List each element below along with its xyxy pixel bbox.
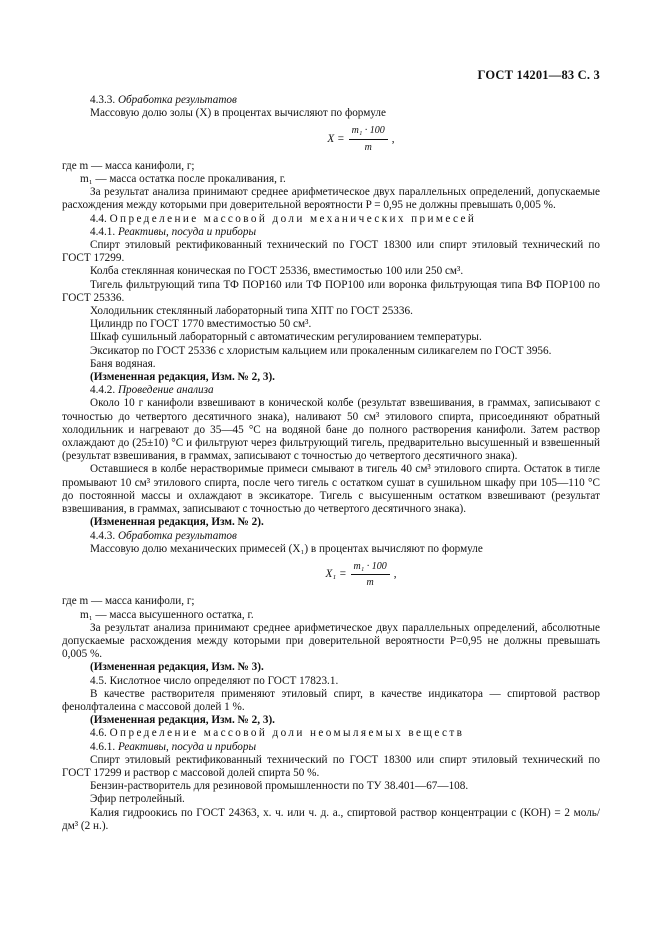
formula-lhs: X = [327, 132, 345, 145]
section-4-4-3-heading [62, 530, 600, 543]
formula-denominator: m [364, 141, 372, 153]
where-line: m₁ — масса остатка после прокаливания, г. [80, 173, 286, 186]
section-title: Реактивы, посуда и приборы [117, 740, 257, 753]
section-number: 4.4.1. [90, 225, 116, 238]
list-item: Шкаф сушильный лабораторный с автоматическим регулированием температуры. [90, 331, 482, 344]
formula-numerator: m₁ · 100 [351, 560, 390, 575]
paragraph: Около 10 г канифоли взвешивают в конической колбе (результат взвешивания, в граммах, записывают с точностью до четвертого десятичного знака), наливают 50 см³ этилового спирта, присоединяют обратный холодильник и нагревают до 35—45 °С на водяной бане до полного растворения канифоли. Затем раствор охлаждают до (25±10) °С и фильтруют через фильтрующий тигель, предварительно высушенный и взвешенный (результат взвешивания, в граммах, записывают с точностью до четвертого десятичного знака). [62, 397, 600, 463]
paragraph: 4.5. Кислотное число определяют по ГОСТ 17823.1. [90, 674, 339, 687]
list-item: Спирт этиловый ректификованный технический по ГОСТ 18300 или спирт этиловый технический по ГОСТ 17299. [62, 239, 600, 265]
section-title: Проведение анализа [117, 384, 214, 397]
list-item: Баня водяная. [90, 357, 156, 370]
where-line: где m — масса канифоли, г; [62, 159, 195, 172]
section-4-4-heading [62, 213, 600, 226]
list-item: Цилиндр по ГОСТ 1770 вместимостью 50 см³. [90, 318, 312, 331]
section-title: Обработка результатов [117, 529, 237, 542]
paragraph: За результат анализа принимают среднее арифметическое двух параллельных определений, абсолютные допускаемые расхождения между которыми при доверительной вероятности P=0,95 не должны превышать 0,005 %. [62, 621, 600, 661]
paragraph: Массовую долю золы (X) в процентах вычисляют по формуле [90, 107, 386, 120]
where-line: m₁ — масса высушенного остатка, г. [80, 608, 254, 621]
section-title: Определение массовой доли неомыляемых веществ [109, 727, 465, 740]
document-body [62, 94, 600, 833]
formula-lhs: X₁ = [325, 568, 347, 580]
list-item: Калия гидроокись по ГОСТ 24363, х. ч. или ч. д. а., спиртовой раствор концентрации с (КОН) = 2 моль/дм³ (2 н.). [62, 806, 600, 832]
formula-numerator: m₁ · 100 [349, 124, 388, 139]
paragraph: Оставшиеся в колбе нерастворимые примеси смывают в тигель 40 см³ этилового спирта. Остаток в тигле промывают 10 см³ этилового спирта, после чего тигель с остатком сушат в сушильном шкафу при 105—110 °С до постоянной массы и охлаждают в эксикаторе. Тигель с высушенным остатком взвешивают (результат взвешивания, в граммах, записывают с точностью до четвертого десятичного знака). [62, 463, 600, 516]
section-number: 4.4. [90, 212, 107, 225]
paragraph: Массовую долю механических примесей (X₁) в процентах вычисляют по формуле [90, 542, 483, 555]
list-item: Колба стеклянная коническая по ГОСТ 25336, вместимостью 100 или 250 см³. [90, 265, 464, 278]
paragraph: За результат анализа принимают среднее арифметическое двух параллельных определений, допускаемые расхождения между которыми при доверительной вероятности P = 0,95 не должны превышать 0,005 %. [62, 186, 600, 212]
section-title: Обработка результатов [117, 94, 237, 106]
edition-note: (Измененная редакция, Изм. № 3). [90, 661, 264, 674]
section-4-6-heading [62, 727, 600, 740]
section-number: 4.4.2. [90, 384, 116, 397]
list-item: Бензин-растворитель для резиновой промышленности по ТУ 38.401—67—108. [90, 780, 469, 793]
page-header: ГОСТ 14201—83 С. 3 [477, 68, 600, 82]
section-4-3-3-heading [62, 94, 600, 107]
section-title: Определение массовой доли механических примесей [109, 212, 477, 225]
section-title: Реактивы, посуда и приборы [117, 225, 257, 238]
section-number: 4.6. [90, 727, 107, 740]
list-item: Спирт этиловый ректификованный технический по ГОСТ 18300 или спирт этиловый технический по ГОСТ 17299 и раствор с массовой долей спирта 50 %. [62, 753, 600, 779]
section-number: 4.6.1. [90, 740, 116, 753]
section-4-6-1-heading [62, 741, 600, 754]
formula-fraction [351, 560, 390, 589]
list-item: Тигель фильтрующий типа ТФ ПОР160 или ТФ ПОР100 или воронка фильтрующая типа ВФ ПОР100 по ГОСТ 25336. [62, 278, 600, 304]
edition-note: (Измененная редакция, Изм. № 2, 3). [90, 714, 275, 727]
edition-note: (Измененная редакция, Изм. № 2, 3). [90, 371, 275, 384]
paragraph: В качестве растворителя применяют этиловый спирт, в качестве индикатора — спиртовой раствор фенолфталеина с массовой долей 1 %. [62, 687, 600, 713]
section-4-4-1-heading [62, 226, 600, 239]
formula-impurities [62, 560, 600, 589]
formula-tail: , [391, 132, 395, 145]
section-number: 4.3.3. [90, 94, 116, 106]
formula-tail: , [393, 568, 397, 580]
edition-note: (Измененная редакция, Изм. № 2). [90, 516, 264, 529]
formula-denominator: m [366, 577, 374, 589]
where-line: где m — масса канифоли, г; [62, 595, 195, 608]
list-item: Эксикатор по ГОСТ 25336 с хлористым кальцием или прокаленным силикагелем по ГОСТ 3956. [90, 344, 552, 357]
formula-fraction [349, 124, 388, 153]
section-number: 4.4.3. [90, 529, 116, 542]
section-4-4-2-heading [62, 384, 600, 397]
formula-ash [62, 124, 600, 153]
list-item: Холодильник стеклянный лабораторный типа ХПТ по ГОСТ 25336. [90, 305, 413, 318]
list-item: Эфир петролейный. [90, 793, 185, 806]
